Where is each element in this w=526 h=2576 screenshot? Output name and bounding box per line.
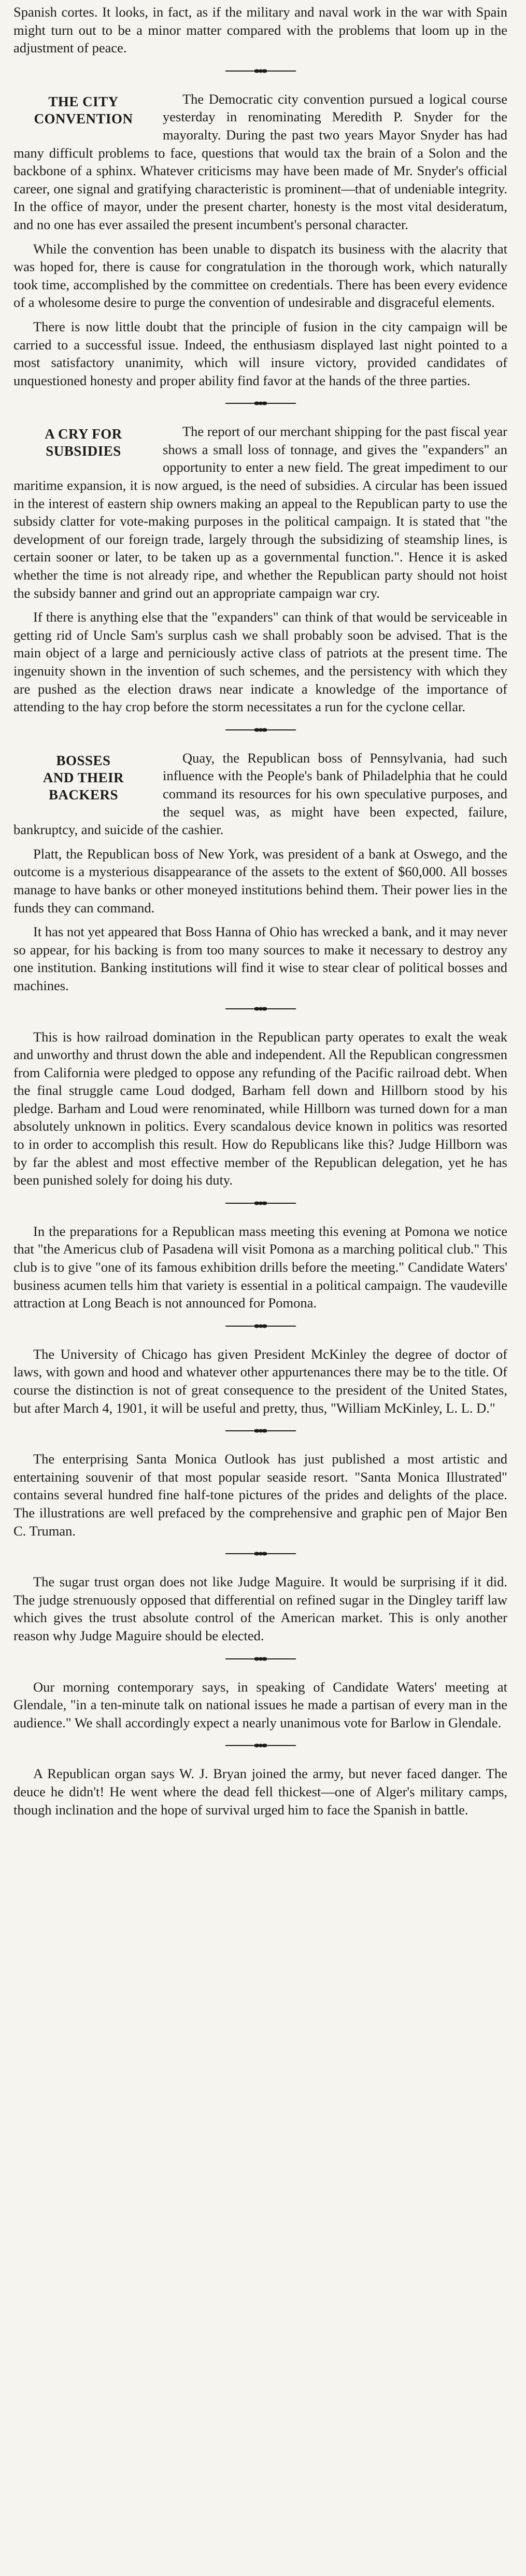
headline-line: A CRY FOR — [45, 426, 122, 442]
article-paragraph: The enterprising Santa Monica Outlook has just published a most artistic and entertaining souvenir of that most popular seaside resort. "Santa Monica Illustrated" contains several hundred fine half-tone pictures of the prides and delights of the place. The illustrations are well prefaced by the comprehensive and graphic pen of Major Ben C. Truman. — [13, 1451, 507, 1539]
article-headline — [13, 752, 153, 804]
article-6 — [13, 1345, 507, 1423]
headline-line: AND THEIR — [42, 769, 124, 785]
article-0 — [13, 3, 507, 63]
ornamental-separator — [13, 1654, 507, 1666]
article-7 — [13, 1450, 507, 1546]
ornamental-separator — [13, 1321, 507, 1333]
article-paragraph: This is how railroad domination in the Republican party operates to exalt the weak and unworthy and thrust down the able and independent. All the Republican congressmen from California were pledged to oppose any refunding of the Pacific railroad debt. When the final struggle came Loud dodged, Barham fell down and Hillborn stood by his pledge. Barham and Loud were renominated, while Hillborn was turned down for a man absolutely unknown in politics. Every scandalous device known in politics was resorted to in order to accomplish this result. How do Republicans like this? Judge Hillborn was by far the ablest and most effective member of the Republican delegation, yet he has been punished solely for doing his duty. — [13, 1029, 507, 1188]
article-1 — [13, 90, 507, 396]
article-paragraph: There is now little doubt that the principle of fusion in the city campaign will be carried to a successful issue. Indeed, the enthusiasm displayed last night pointed to a most satisfactory unanimity, which will insure victory, provided candidates of unquestioned honesty and proper ability find favor at the hands of the three parties. — [13, 318, 507, 388]
article-paragraph: While the convention has been unable to dispatch its business with the alacrity that was hoped for, there is cause for congratulation in the thorough work, which naturally took time, accomplished by the committee on credentials. There has been every evidence of a wholesome desire to purge the convention of undesirable and disgraceful elements. — [13, 241, 507, 311]
ornamental-separator — [13, 1426, 507, 1438]
article-8 — [13, 1573, 507, 1651]
headline-line: THE CITY — [48, 93, 119, 109]
article-paragraph: Platt, the Republican boss of New York, was president of a bank at Oswego, and the outcome is a mysterious disappearance of the assets to the extent of $60,000. All bosses manage to have banks or other moneyed institutions behind them. Their power lies in the funds they can command. — [13, 846, 507, 916]
ornamental-separator — [13, 1741, 507, 1752]
headline-line: SUBSIDIES — [46, 443, 121, 459]
article-paragraph: Quay, the Republican boss of Pennsylvania, had such influence with the People's bank of Philadelphia that he could command its resources for his own speculative purposes, and the sequel was, as might have been expected, failure, bankruptcy, and suicide of the cashier. — [13, 750, 507, 838]
headline-line: BACKERS — [48, 786, 119, 803]
article-paragraph: In the preparations for a Republican mass meeting this evening at Pomona we notice that "the Americus club of Pasadena will visit Pomona as a marching political club." This club is to give "one of its famous exhibition drills before the meeting." Candidate Waters' business acumen tells him that variety is essential in a political campaign. The vaudeville attraction at Long Beach is not announced for Pomona. — [13, 1223, 507, 1311]
article-9 — [13, 1678, 507, 1738]
article-paragraph: Our morning contemporary says, in speaking of Candidate Waters' meeting at Glendale, "in a ten-minute talk on national issues he made a partisan of every man in the audience." We shall accordingly expect a nearly unanimous vote for Barlow in Glendale. — [13, 1679, 507, 1730]
article-3 — [13, 749, 507, 1001]
article-4 — [13, 1028, 507, 1195]
article-10 — [13, 1765, 507, 1825]
ornamental-separator — [13, 1004, 507, 1016]
article-paragraph: The Democratic city convention pursued a logical course yesterday in renominating Meredith P. Snyder for the mayoralty. During the past two years Mayor Snyder has had many difficult problems to face, questions that would tax the brain of a Solon and the backbone of a sphinx. Whatever criticisms may have been made of Mr. Snyder's official career, one signal and gratifying characteristic is prominent—that of undeniable integrity. In the office of mayor, under the present charter, honesty is the most vital desideratum, and no one has ever assailed the present incumbent's personal character. — [13, 91, 507, 232]
article-paragraph: If there is anything else that the "expanders" can think of that would be serviceable in getting rid of Uncle Sam's surplus cash we shall probably soon be advised. That is the main object of a large and perniciously active class of patriots at the present time. The ingenuity shown in the invention of such schemes, and the persistency with which they are pushed as the election draws near indicate a knowledge of the importance of attending to the hay crop before the storm necessitates a run for the cyclone cellar. — [13, 609, 507, 715]
article-paragraph: The report of our merchant shipping for the past fiscal year shows a small loss of tonnage, and gives the "expanders" an opportunity to enter a new field. The great impediment to our maritime expansion, it is now argued, is the need of subsidies. A circular has been issued in the interest of eastern ship owners making an appeal to the Republican party to use the subsidy clatter for vote-making purposes in the political campaign. It is stated that "the development of our foreign trade, largely through the subsidizing of steamship lines, is certain sooner or later, to be taken up as a governmental function.". Hence it is asked whether the time is not already ripe, and whether the Republican party should not hoist the subsidy banner and grind out an appropriate campaign war cry. — [13, 424, 507, 601]
article-paragraph: The sugar trust organ does not like Judge Maguire. It would be surprising if it did. The judge strenuously opposed that differential on refined sugar in the Dingley tariff law which gives the trust absolute control of the American market. This is only another reason why Judge Maguire should be elected. — [13, 1574, 507, 1643]
headline-line: CONVENTION — [34, 110, 133, 126]
article-2 — [13, 423, 507, 722]
article-paragraph: Spanish cortes. It looks, in fact, as if the military and naval work in the war with Spain might turn out to be a minor matter compared with the problems that loom up in the adjustment of peace. — [13, 4, 507, 56]
article-headline — [13, 426, 153, 460]
ornamental-separator — [13, 1549, 507, 1560]
article-paragraph: A Republican organ says W. J. Bryan joined the army, but never faced danger. The deuce he didn't! He went where the dead fell thickest—one of Alger's military camps, though inclination and the hope of survival urged him to face the Spanish in battle. — [13, 1766, 507, 1818]
headline-line: BOSSES — [56, 752, 111, 768]
article-paragraph: It has not yet appeared that Boss Hanna of Ohio has wrecked a bank, and it may never so appear, for his backing is from too many sources to make it necessary to destroy any one institution. Banking institutions will find it wise to stear clear of political bosses and machines. — [13, 924, 507, 993]
article-paragraph: The University of Chicago has given President McKinley the degree of doctor of laws, with gown and hood and whatever other appurtenances there may be to the title. Of course the distinction is not of great consequence to the president of the United States, but after March 4, 1901, it will be useful and pretty, thus, "William McKinley, L. L. D." — [13, 1346, 507, 1416]
ornamental-separator — [13, 725, 507, 737]
ornamental-separator — [13, 66, 507, 78]
ornamental-separator — [13, 1199, 507, 1210]
ornamental-separator — [13, 399, 507, 410]
article-5 — [13, 1222, 507, 1318]
article-headline — [13, 93, 153, 128]
